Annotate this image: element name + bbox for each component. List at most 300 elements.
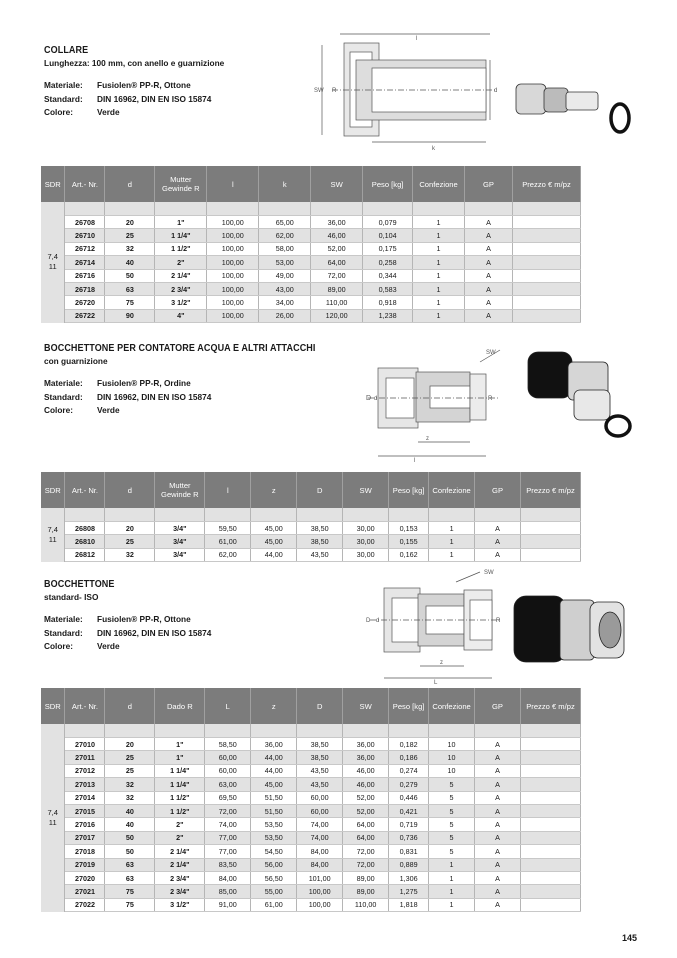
table-row [41, 885, 581, 898]
table-cell: 1" [155, 216, 207, 229]
table-cell: 91,00 [205, 898, 251, 911]
table-cell: 64,00 [343, 831, 389, 844]
standard-label: Standard: [44, 391, 83, 402]
table-cell: 5 [429, 845, 475, 858]
table-cell: 1 [429, 522, 475, 535]
table-cell: 83,50 [205, 858, 251, 871]
table-cell: 20 [105, 738, 155, 751]
materiale-value: Fusiolen® PP-R, Ottone [97, 80, 191, 90]
col-header: GP [475, 472, 521, 508]
table-cell: A [475, 898, 521, 911]
table-cell: 50 [105, 845, 155, 858]
section-subtitle: standard- ISO [44, 592, 99, 602]
contatore-table [41, 472, 581, 562]
table-cell: 90 [105, 309, 155, 322]
table-cell [512, 269, 580, 282]
col-header: D [297, 472, 343, 508]
table-cell [520, 871, 580, 884]
table-row [41, 898, 581, 911]
table-cell: 2" [155, 256, 207, 269]
table-cell: 1 1/2" [155, 791, 205, 804]
dim-l: l [416, 36, 418, 42]
table-cell: 0,344 [363, 269, 413, 282]
table-cell: A [475, 751, 521, 764]
table-cell: 26712 [65, 242, 105, 255]
table-cell: 75 [105, 296, 155, 309]
table-cell: 43,00 [259, 282, 311, 295]
table-row [41, 242, 581, 255]
table-cell: 27010 [65, 738, 105, 751]
table-cell: 0,279 [389, 778, 429, 791]
table-cell: 32 [105, 778, 155, 791]
table-cell: 65,00 [259, 216, 311, 229]
col-header: Art.- Nr. [65, 166, 105, 202]
table-cell: 100,00 [207, 229, 259, 242]
table-cell: 25 [105, 229, 155, 242]
table-cell: 2" [155, 831, 205, 844]
table-row [41, 216, 581, 229]
table-cell: 84,00 [205, 871, 251, 884]
section-subtitle: Lunghezza: 100 mm, con anello e guarnizione [44, 58, 225, 68]
table-cell: 2" [155, 818, 205, 831]
standard-value: DIN 16962, DIN EN ISO 15874 [97, 391, 212, 402]
table-cell: 0,736 [389, 831, 429, 844]
dim-SW: SW [484, 570, 494, 576]
table-cell: 3/4" [155, 522, 205, 535]
table-cell [520, 898, 580, 911]
materiale-label: Materiale: [44, 378, 83, 388]
table-cell: 10 [429, 764, 475, 777]
table-cell: A [465, 216, 513, 229]
table-cell: 3/4" [155, 548, 205, 561]
table-cell: 1 [429, 535, 475, 548]
table-cell: 100,00 [207, 282, 259, 295]
table-cell: 26,00 [259, 309, 311, 322]
table-cell: 100,00 [207, 296, 259, 309]
table-cell: 25 [105, 751, 155, 764]
dim-l: l [414, 458, 416, 464]
table-row [41, 871, 581, 884]
table-cell: 30,00 [343, 522, 389, 535]
table-cell: 0,583 [363, 282, 413, 295]
table-cell: 1 [413, 256, 465, 269]
table-cell: 26810 [65, 535, 105, 548]
table-cell [512, 256, 580, 269]
col-header: Confezione [429, 472, 475, 508]
table-cell: 1 1/4" [155, 778, 205, 791]
col-header: z [251, 688, 297, 724]
table-cell: 53,50 [251, 831, 297, 844]
table-cell: 27020 [65, 871, 105, 884]
table-cell: 43,50 [297, 548, 343, 561]
table-cell: 3 1/2" [155, 898, 205, 911]
table-row [41, 804, 581, 817]
table-cell [521, 535, 581, 548]
col-header: GP [475, 688, 521, 724]
dim-d: d [374, 396, 378, 402]
table-cell: 1 [413, 242, 465, 255]
table-cell: 53,00 [259, 256, 311, 269]
colore-label: Colore: [44, 405, 74, 415]
table-cell [520, 751, 580, 764]
table-cell: 38,50 [297, 738, 343, 751]
table-cell: 27015 [65, 804, 105, 817]
col-header: d [105, 688, 155, 724]
table-cell: 27012 [65, 764, 105, 777]
table-cell: 20 [105, 522, 155, 535]
table-cell: 45,00 [251, 535, 297, 548]
table-cell: 0,079 [363, 216, 413, 229]
table-row [41, 858, 581, 871]
table-cell: 100,00 [297, 885, 343, 898]
col-header: l [207, 166, 259, 202]
table-cell: 32 [105, 791, 155, 804]
table-cell: 27022 [65, 898, 105, 911]
table-cell: 46,00 [343, 778, 389, 791]
col-header: SW [311, 166, 363, 202]
table-cell: 72,00 [311, 269, 363, 282]
table-cell: 59,50 [205, 522, 251, 535]
table-cell: 3/4" [155, 535, 205, 548]
table-cell: 26812 [65, 548, 105, 561]
table-cell: 3 1/2" [155, 296, 207, 309]
colore-value: Verde [97, 405, 120, 415]
table-cell: 30,00 [343, 548, 389, 561]
table-cell: A [475, 738, 521, 751]
table-row [41, 309, 581, 322]
col-header: SW [343, 688, 389, 724]
table-cell: 100,00 [297, 898, 343, 911]
table-cell: 5 [429, 791, 475, 804]
col-header: Peso [kg] [389, 472, 429, 508]
table-cell: 58,00 [259, 242, 311, 255]
table-cell: 0,889 [389, 858, 429, 871]
table-cell: 75 [105, 898, 155, 911]
table-cell: 100,00 [207, 242, 259, 255]
table-cell: 53,50 [251, 818, 297, 831]
dim-k: k [432, 146, 435, 152]
table-cell: 5 [429, 818, 475, 831]
table-cell: 27011 [65, 751, 105, 764]
col-header: Dado R [155, 688, 205, 724]
col-header: Prezzo € m/pz [521, 472, 581, 508]
dim-L: L [434, 680, 438, 686]
table-cell: A [465, 256, 513, 269]
table-row [41, 282, 581, 295]
table-cell: 1 1/4" [155, 229, 207, 242]
col-header: D [297, 688, 343, 724]
table-cell: A [475, 804, 521, 817]
table-cell: 20 [105, 216, 155, 229]
table-cell: 51,50 [251, 791, 297, 804]
col-header: L [205, 688, 251, 724]
dim-d: d [494, 88, 498, 94]
table-cell: 72,00 [343, 858, 389, 871]
table-cell [521, 522, 581, 535]
table-cell: 52,00 [311, 242, 363, 255]
table-cell: 40 [105, 818, 155, 831]
table-cell: 44,00 [251, 751, 297, 764]
col-header: GP [465, 166, 513, 202]
table-cell: 27013 [65, 778, 105, 791]
table-row [41, 818, 581, 831]
table-cell: 27017 [65, 831, 105, 844]
section-subtitle: con guarnizione [44, 356, 108, 366]
table-cell: 120,00 [311, 309, 363, 322]
table-cell: 49,00 [259, 269, 311, 282]
table-cell: 27021 [65, 885, 105, 898]
col-header: Art.- Nr. [65, 472, 105, 508]
table-cell: 61,00 [205, 535, 251, 548]
table-cell: 27019 [65, 858, 105, 871]
section-title: BOCCHETTONE [44, 578, 115, 590]
table-cell: 58,50 [205, 738, 251, 751]
table-cell: A [465, 282, 513, 295]
table-cell: 89,00 [343, 871, 389, 884]
table-cell: A [475, 818, 521, 831]
table-row [41, 522, 581, 535]
colore-value: Verde [97, 107, 120, 117]
table-row [41, 845, 581, 858]
colore-label: Colore: [44, 641, 74, 651]
col-header: Mutter Gewinde R [155, 472, 205, 508]
table-cell: 27014 [65, 791, 105, 804]
table-cell: 5 [429, 778, 475, 791]
table-cell: A [475, 845, 521, 858]
table-cell: 45,00 [251, 778, 297, 791]
table-cell: 32 [105, 242, 155, 255]
section-title: COLLARE [44, 44, 89, 56]
table-cell: 44,00 [251, 764, 297, 777]
table-cell: 38,50 [297, 535, 343, 548]
table-row [41, 791, 581, 804]
table-cell: 26722 [65, 309, 105, 322]
table-row [41, 548, 581, 561]
table-cell: 26716 [65, 269, 105, 282]
table-cell: 110,00 [343, 898, 389, 911]
table-cell: 64,00 [311, 256, 363, 269]
table-cell: A [465, 269, 513, 282]
table-cell: 40 [105, 256, 155, 269]
table-cell: 34,00 [259, 296, 311, 309]
section-bocchettone-contatore [44, 342, 360, 418]
table-cell [520, 818, 580, 831]
dim-D: D [366, 618, 371, 624]
table-cell: 44,00 [251, 548, 297, 561]
section-collare [44, 44, 224, 120]
table-cell: A [475, 778, 521, 791]
table-cell [512, 242, 580, 255]
table-cell: 1,818 [389, 898, 429, 911]
table-cell: 0,446 [389, 791, 429, 804]
table-cell: 1 [429, 885, 475, 898]
table-cell: 100,00 [207, 309, 259, 322]
bocchettone-product-image [510, 588, 636, 674]
contatore-product-image [510, 346, 636, 442]
table-cell: 60,00 [205, 764, 251, 777]
materiale-value: Fusiolen® PP-R, Ordine [97, 378, 191, 388]
col-header: l [205, 472, 251, 508]
table-cell: 50 [105, 831, 155, 844]
table-cell: 77,00 [205, 845, 251, 858]
table-cell: 2 3/4" [155, 871, 205, 884]
table-cell: A [465, 229, 513, 242]
col-header: Peso [kg] [363, 166, 413, 202]
table-cell: 36,00 [343, 738, 389, 751]
table-cell [521, 548, 581, 561]
dim-z: z [426, 436, 429, 442]
standard-label: Standard: [44, 627, 83, 638]
specs [44, 79, 224, 120]
table-cell: 1 [429, 871, 475, 884]
table-cell: 5 [429, 804, 475, 817]
table-cell: 0,153 [389, 522, 429, 535]
table-cell: 56,50 [251, 871, 297, 884]
materiale-value: Fusiolen® PP-R, Ottone [97, 614, 191, 624]
table-cell: 1 [429, 858, 475, 871]
table-cell: 0,258 [363, 256, 413, 269]
table-cell: 63,00 [205, 778, 251, 791]
materiale-label: Materiale: [44, 80, 83, 90]
collare-technical-drawing [312, 30, 502, 155]
table-cell: 0,421 [389, 804, 429, 817]
specs [44, 613, 211, 654]
table-cell: 27018 [65, 845, 105, 858]
table-cell: 0,155 [389, 535, 429, 548]
section-title: BOCCHETTONE PER CONTATORE ACQUA E ALTRI ATTACCHI [44, 342, 316, 354]
table-cell [520, 804, 580, 817]
col-header: SDR [41, 472, 65, 508]
table-cell: A [465, 296, 513, 309]
table-cell: 55,00 [251, 885, 297, 898]
table-cell: 10 [429, 738, 475, 751]
table-cell: 0,831 [389, 845, 429, 858]
table-cell: 36,00 [251, 738, 297, 751]
col-header: d [105, 166, 155, 202]
table-cell [512, 296, 580, 309]
table-cell: A [475, 791, 521, 804]
table-cell: 63 [105, 282, 155, 295]
table-cell: 25 [105, 764, 155, 777]
collare-table [41, 166, 581, 323]
table-cell: 26708 [65, 216, 105, 229]
table-row [41, 256, 581, 269]
table-cell: 26720 [65, 296, 105, 309]
table-cell: 0,175 [363, 242, 413, 255]
table-cell: 0,918 [363, 296, 413, 309]
collare-product-image [508, 70, 636, 140]
table-cell: 50 [105, 269, 155, 282]
table-cell: 30,00 [343, 535, 389, 548]
table-cell: 1,306 [389, 871, 429, 884]
table-cell: 60,00 [205, 751, 251, 764]
table-cell [512, 309, 580, 322]
col-header: Mutter Gewinde R [155, 166, 207, 202]
col-header: Confezione [413, 166, 465, 202]
table-cell: 77,00 [205, 831, 251, 844]
dim-D: D [366, 395, 372, 402]
table-cell: 63 [105, 871, 155, 884]
table-cell: A [475, 522, 521, 535]
table-row [41, 738, 581, 751]
table-cell [520, 885, 580, 898]
table-cell [520, 845, 580, 858]
table-cell: 100,00 [207, 256, 259, 269]
colore-label: Colore: [44, 107, 74, 117]
table-cell: 2 1/4" [155, 845, 205, 858]
table-cell: 100,00 [207, 216, 259, 229]
table-cell: 72,00 [343, 845, 389, 858]
table-cell: 52,00 [343, 791, 389, 804]
table-cell: 5 [429, 831, 475, 844]
table-cell: 69,50 [205, 791, 251, 804]
table-cell: 0,719 [389, 818, 429, 831]
table-cell: 2 1/4" [155, 269, 207, 282]
table-cell: 60,00 [297, 791, 343, 804]
table-cell: 89,00 [343, 885, 389, 898]
page-number: 145 [621, 933, 637, 943]
dim-R: R [488, 396, 493, 402]
table-cell: A [465, 242, 513, 255]
table-cell: 1 [413, 309, 465, 322]
table-cell: 26714 [65, 256, 105, 269]
colore-value: Verde [97, 641, 120, 651]
table-cell: 0,186 [389, 751, 429, 764]
table-cell: 62,00 [205, 548, 251, 561]
table-cell: 84,00 [297, 858, 343, 871]
standard-value: DIN 16962, DIN EN ISO 15874 [97, 627, 212, 638]
table-cell: 64,00 [343, 818, 389, 831]
table-cell: A [475, 871, 521, 884]
bocchettone-table [41, 688, 581, 912]
table-cell: 74,00 [297, 818, 343, 831]
table-cell: 1,238 [363, 309, 413, 322]
table-cell: 54,50 [251, 845, 297, 858]
table-cell: 110,00 [311, 296, 363, 309]
table-cell: 85,00 [205, 885, 251, 898]
table-row [41, 831, 581, 844]
col-header: SDR [41, 688, 65, 724]
table-cell: 1,275 [389, 885, 429, 898]
table-cell: 0,182 [389, 738, 429, 751]
table-row [41, 778, 581, 791]
table-cell: 36,00 [311, 216, 363, 229]
table-cell: 2 3/4" [155, 885, 205, 898]
table-cell: 0,104 [363, 229, 413, 242]
table-row [41, 764, 581, 777]
table-cell: 10 [429, 751, 475, 764]
specs [44, 377, 360, 418]
table-cell: 1" [155, 751, 205, 764]
table-cell: A [475, 858, 521, 871]
table-cell [512, 229, 580, 242]
table-cell [520, 764, 580, 777]
table-cell: 2 3/4" [155, 282, 207, 295]
table-cell: 1 [413, 216, 465, 229]
table-cell: 46,00 [343, 764, 389, 777]
sdr-cell: 7,4 11 [41, 724, 65, 912]
table-cell: 2 1/4" [155, 858, 205, 871]
table-cell: 4" [155, 309, 207, 322]
table-row [41, 535, 581, 548]
col-header: Peso [kg] [389, 688, 429, 724]
table-cell: 38,50 [297, 522, 343, 535]
standard-value: DIN 16962, DIN EN ISO 15874 [97, 93, 212, 104]
table-cell: 36,00 [343, 751, 389, 764]
dim-R: R [496, 618, 501, 624]
table-cell: 1 [413, 296, 465, 309]
table-cell: 51,50 [251, 804, 297, 817]
